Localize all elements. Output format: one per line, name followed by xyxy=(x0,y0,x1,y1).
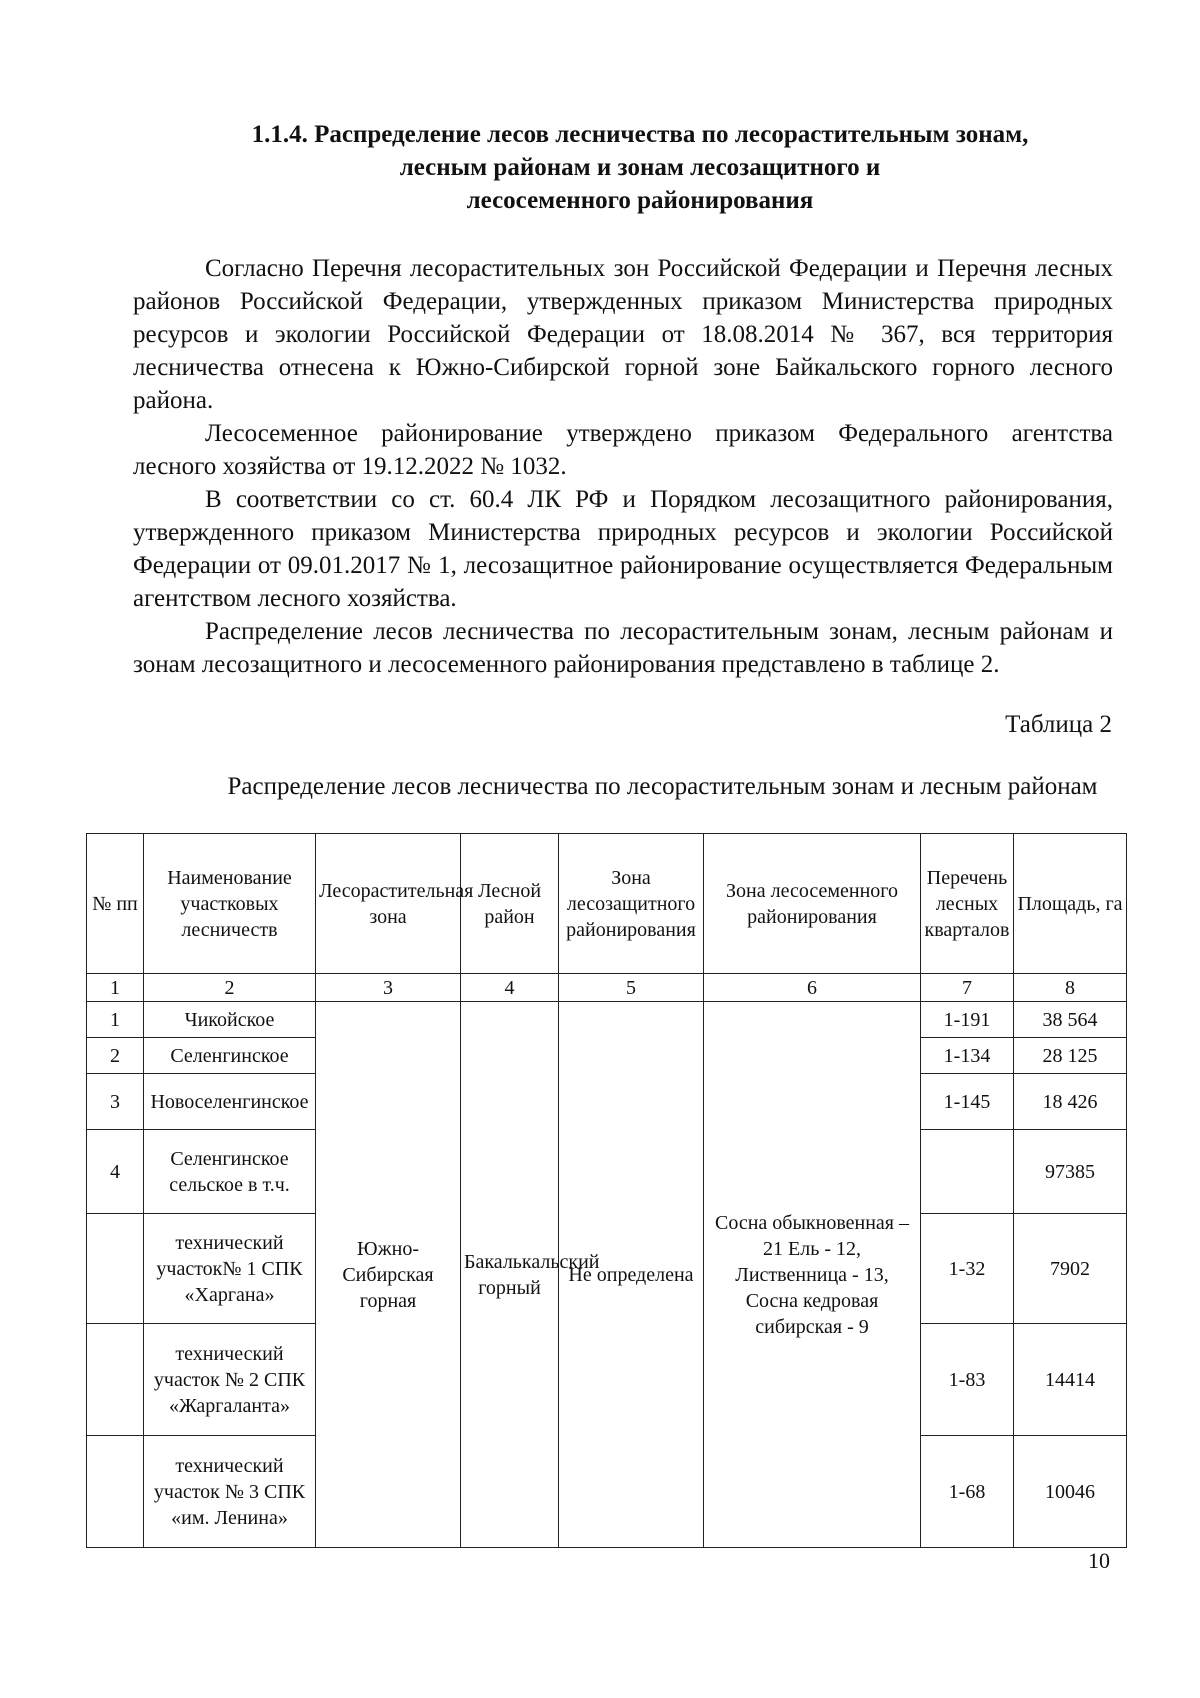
row-quarters: 1-134 xyxy=(921,1038,1014,1074)
paragraph-3: В соответствии со ст. 60.4 ЛК РФ и Порядком лесозащитного районирования, утвержденного приказом Министерства природных ресурсов и экологии Российской Федерации от 09.01.2017 № 1, лесозащитное районирование осуществляется Федеральным агентством лесного хозяйства. xyxy=(133,486,1113,612)
row-name: технический участок№ 1 СПК «Харгана» xyxy=(144,1214,316,1324)
column-number-row xyxy=(87,974,1127,1002)
merged-protect-zone: Не определена xyxy=(559,1002,704,1548)
table-title: Распределение лесов лесничества по лесорастительным зонам и лесным районам xyxy=(227,773,1098,800)
row-quarters: 1-83 xyxy=(921,1324,1014,1436)
col-number: 7 xyxy=(921,974,1014,1002)
row-area: 97385 xyxy=(1014,1130,1127,1214)
row-num: 4 xyxy=(87,1130,144,1214)
col-number: 8 xyxy=(1014,974,1127,1002)
row-num xyxy=(87,1436,144,1548)
row-area: 7902 xyxy=(1014,1214,1127,1324)
header-quarters: Перечень лесных кварталов xyxy=(921,834,1014,974)
page-number: 10 xyxy=(1088,1548,1110,1573)
row-area: 14414 xyxy=(1014,1324,1127,1436)
row-name: технический участок № 3 СПК «им. Ленина» xyxy=(144,1436,316,1548)
section-heading xyxy=(160,118,1120,217)
col-number: 2 xyxy=(144,974,316,1002)
row-area: 38 564 xyxy=(1014,1002,1127,1038)
row-num xyxy=(87,1324,144,1436)
heading-line-3: лесосеменного районирования xyxy=(466,187,814,214)
col-number: 3 xyxy=(316,974,461,1002)
table-row xyxy=(87,1002,1127,1038)
col-number: 1 xyxy=(87,974,144,1002)
header-num: № пп xyxy=(87,834,144,974)
row-quarters: 1-191 xyxy=(921,1002,1014,1038)
header-area: Площадь, га xyxy=(1014,834,1127,974)
col-number: 5 xyxy=(559,974,704,1002)
row-num xyxy=(87,1214,144,1324)
col-number: 6 xyxy=(704,974,921,1002)
row-quarters: 1-68 xyxy=(921,1436,1014,1548)
row-name: Новоселенгинское xyxy=(144,1074,316,1130)
merged-district: Бакалькальский горный xyxy=(461,1002,559,1548)
row-name: технический участок № 2 СПК «Жаргаланта» xyxy=(144,1324,316,1436)
merged-zone: Южно-Сибирская горная xyxy=(316,1002,461,1548)
row-name: Селенгинское сельское в т.ч. xyxy=(144,1130,316,1214)
col-number: 4 xyxy=(461,974,559,1002)
table-header-row xyxy=(87,834,1127,974)
forest-distribution-table xyxy=(86,833,1127,1548)
row-area: 28 125 xyxy=(1014,1038,1127,1074)
paragraph-2: Лесосеменное районирование утверждено приказом Федерального агентства лесного хозяйства от 19.12.2022 № 1032. xyxy=(133,420,1113,480)
paragraph-1: Согласно Перечня лесорастительных зон Российской Федерации и Перечня лесных районов Российской Федерации, утвержденных приказом Министерства природных ресурсов и экологии Российской Федерации от 18.08.2014 № 367, вся территория лесничества отнесена к Южно-Сибирской горной зоне Байкальского горного лесного района. xyxy=(133,255,1113,414)
merged-seed-zone: Сосна обыкновенная – 21 Ель - 12, Лиственница - 13, Сосна кедровая сибирская - 9 xyxy=(704,1002,921,1548)
row-num: 2 xyxy=(87,1038,144,1074)
header-seed-zone: Зона лесосеменного районирования xyxy=(704,834,921,974)
table-label: Таблица 2 xyxy=(1005,711,1112,738)
row-area: 10046 xyxy=(1014,1436,1127,1548)
row-area: 18 426 xyxy=(1014,1074,1127,1130)
heading-line-1: 1.1.4. Распределение лесов лесничества по лесорастительным зонам, xyxy=(251,121,1029,148)
header-zone: Лесорастительная зона xyxy=(316,834,461,974)
paragraph-4: Распределение лесов лесничества по лесорастительным зонам, лесным районам и зонам лесозащитного и лесосеменного районирования представлено в таблице 2. xyxy=(133,618,1113,678)
header-name: Наименование участковых лесничеств xyxy=(144,834,316,974)
row-num: 3 xyxy=(87,1074,144,1130)
row-quarters xyxy=(921,1130,1014,1214)
row-quarters: 1-32 xyxy=(921,1214,1014,1324)
row-num: 1 xyxy=(87,1002,144,1038)
row-name: Селенгинское xyxy=(144,1038,316,1074)
heading-line-2: лесным районам и зонам лесозащитного и xyxy=(399,154,881,181)
header-protect-zone: Зона лесозащитного районирования xyxy=(559,834,704,974)
row-name: Чикойское xyxy=(144,1002,316,1038)
header-district: Лесной район xyxy=(461,834,559,974)
row-quarters: 1-145 xyxy=(921,1074,1014,1130)
